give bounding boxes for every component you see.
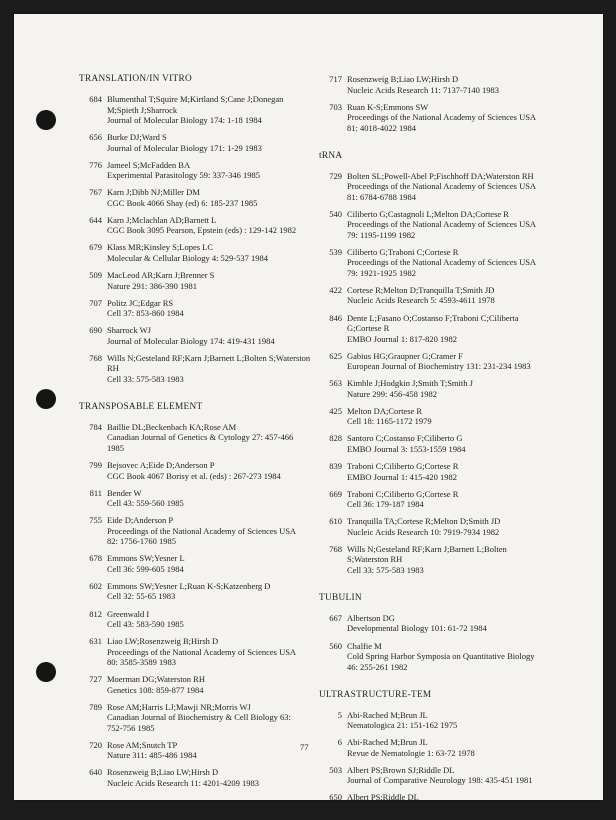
reference-number: 678 — [89, 553, 102, 564]
reference-body — [107, 636, 327, 668]
page-number: 77 — [300, 742, 309, 752]
bibliography-section — [319, 582, 567, 672]
reference-entry — [319, 209, 567, 241]
reference-line: Cell 36: 599-605 1984 — [107, 563, 184, 574]
reference-entry — [79, 242, 327, 263]
reference-line: Nature 311: 485-486 1984 — [107, 750, 197, 761]
reference-entry — [319, 765, 567, 786]
reference-body — [347, 102, 567, 134]
reference-entry — [319, 102, 567, 134]
reference-number: 425 — [329, 405, 342, 416]
reference-number: 503 — [329, 764, 342, 775]
reference-body — [347, 461, 567, 482]
reference-line: Wills N;Gesteland RF;Karn J;Barnett L;Bolten S;Waterston — [107, 352, 311, 363]
reference-body — [347, 406, 567, 427]
reference-line: Melton DA;Cortese R — [347, 405, 423, 416]
reference-line: Albert PS;Brown SJ;Riddle DL — [347, 764, 455, 775]
reference-line: Experimental Parasitology 59: 337-346 1985 — [107, 170, 260, 181]
reference-number: 768 — [329, 543, 342, 554]
bibliography-section — [319, 140, 567, 576]
reference-line: Traboni C;Ciliberto G;Cortese R — [347, 461, 459, 472]
reference-line: 79: 1921-1925 1982 — [347, 267, 416, 278]
reference-body — [107, 702, 327, 734]
reference-line: 1985 — [107, 442, 124, 453]
reference-line: Cell 36: 179-187 1984 — [347, 499, 424, 510]
reference-line: Klass MR;Kinsley S;Lopes LC — [107, 242, 214, 253]
reference-line: Politz JC;Edgar RS — [107, 297, 174, 308]
reference-line: Kimble J;Hodgkin J;Smith T;Smith J — [347, 378, 473, 389]
section-title: ULTRASTRUCTURE-TEM — [319, 689, 432, 700]
reference-entry — [79, 215, 327, 236]
binder-hole-bottom — [36, 662, 56, 682]
reference-entry — [79, 353, 327, 385]
reference-line: Rosenzweig B;Liao LW;Hirsh D — [107, 767, 219, 778]
reference-entry — [79, 702, 327, 734]
reference-line: Abi-Rached M;Brun JL — [347, 737, 428, 748]
reference-entry — [79, 636, 327, 668]
reference-line: Nucleic Acids Research 5: 4593-4611 1978 — [347, 295, 495, 306]
reference-number: 811 — [89, 487, 102, 498]
reference-line: Journal of Molecular Biology 174: 419-431 1984 — [107, 335, 275, 346]
reference-line: S;Waterston RH — [347, 554, 403, 565]
reference-line: Albertson DG — [347, 612, 395, 623]
reference-body — [107, 353, 327, 385]
reference-body — [347, 351, 567, 372]
reference-entry — [79, 187, 327, 208]
reference-line: CGC Book 4066 Shay (ed) 6: 185-237 1985 — [107, 197, 258, 208]
reference-number: 755 — [89, 515, 102, 526]
reference-number: 669 — [329, 488, 342, 499]
reference-body — [107, 270, 327, 291]
reference-entry — [79, 422, 327, 454]
reference-number: 667 — [329, 612, 342, 623]
reference-number: 717 — [329, 74, 342, 84]
reference-entry — [319, 285, 567, 306]
reference-line: Cell 33: 575-583 1983 — [347, 564, 424, 575]
reference-entry — [79, 160, 327, 181]
reference-line: Developmental Biology 101: 61-72 1984 — [347, 623, 487, 634]
reference-line: Journal of Molecular Biology 171: 1-29 1983 — [107, 142, 262, 153]
reference-line: Bolten SL;Powell-Abel P;Fischhoff DA;Waterston RH — [347, 170, 534, 181]
reference-number: 631 — [89, 636, 102, 647]
reference-line: Nature 291: 386-390 1981 — [107, 280, 197, 291]
reference-line: Jameel S;McFadden BA — [107, 159, 191, 170]
binder-hole-middle — [36, 389, 56, 409]
bibliography-section — [319, 679, 567, 814]
reference-number: 602 — [89, 580, 102, 591]
reference-number: 720 — [89, 739, 102, 750]
reference-line: Canadian Journal of Genetics & Cytology 27: 457-466 — [107, 432, 294, 443]
reference-line: Cell 37: 853-860 1984 — [107, 308, 184, 319]
reference-line: Moerman DG;Waterston RH — [107, 674, 205, 685]
reference-line: Rose AM;Harris LJ;Mawji NR;Morris WJ — [107, 701, 251, 712]
reference-body — [107, 740, 327, 761]
reference-number: 767 — [89, 187, 102, 198]
reference-line: Proceedings of the National Academy of Sciences USA — [107, 525, 297, 536]
reference-line: Ciliberto G;Traboni C;Cortese R — [347, 246, 459, 257]
reference-line: Traboni C;Ciliberto G;Cortese R — [347, 488, 459, 499]
reference-body — [107, 298, 327, 319]
section-title: TRANSLATION/IN VITRO — [79, 74, 192, 84]
reference-entry — [79, 132, 327, 153]
section-spacer — [79, 391, 327, 402]
reference-number: 5 — [337, 709, 342, 720]
reference-line: RH — [107, 363, 119, 374]
reference-line: Journal of Comparative Neurology 198: 435-451 1981 — [347, 775, 533, 786]
reference-number: 563 — [329, 378, 342, 389]
reference-line: Bejsovec A;Eide D;Anderson P — [107, 460, 215, 471]
reference-line: Proceedings of the National Academy of Sciences USA — [107, 646, 297, 657]
reference-body — [347, 641, 567, 673]
reference-body — [107, 581, 327, 602]
reference-number: 839 — [329, 461, 342, 472]
reference-body — [347, 247, 567, 279]
reference-line: EMBO Journal 3: 1553-1559 1984 — [347, 443, 466, 454]
section-spacer — [319, 582, 567, 593]
reference-body — [107, 609, 327, 630]
reference-line: EMBO Journal 1: 415-420 1982 — [347, 471, 458, 482]
reference-line: Molecular & Cellular Biology 4: 529-537 1984 — [107, 252, 269, 263]
reference-line: Burke DJ;Ward S — [107, 132, 167, 143]
reference-number: 656 — [89, 132, 102, 143]
reference-line: Nematologica 21: 151-162 1975 — [347, 720, 458, 731]
reference-line: EMBO Journal 1: 817-820 1982 — [347, 333, 458, 344]
reference-entry — [319, 737, 567, 758]
reference-number: 703 — [329, 101, 342, 112]
reference-line: Cell 43: 583-590 1985 — [107, 619, 184, 629]
reference-line: Genetics 108: 859-877 1984 — [107, 684, 204, 695]
reference-number: 707 — [89, 297, 102, 308]
reference-body — [347, 489, 567, 510]
reference-line: Chalfie M — [347, 640, 382, 651]
reference-line: Wills N;Gesteland RF;Karn J;Barnett L;Bolten — [347, 543, 507, 554]
section-spacer — [319, 679, 567, 690]
reference-body — [347, 171, 567, 203]
reference-line: Blumenthal T;Squire M;Kirtland S;Cane J;Donegan — [107, 94, 284, 104]
reference-line: Proceedings of the National Academy of Sciences USA — [347, 181, 537, 192]
reference-line: Rosenzweig B;Liao LW;Hirsh D — [347, 74, 459, 84]
reference-body — [107, 422, 327, 454]
reference-line: Baillie DL;Beckenbach KA;Rose AM — [107, 421, 237, 432]
reference-number: 729 — [329, 170, 342, 181]
reference-body — [107, 515, 327, 547]
reference-body — [347, 544, 567, 576]
reference-number: 812 — [89, 608, 102, 619]
reference-number: 784 — [89, 421, 102, 432]
reference-line: Canadian Journal of Biochemistry & Cell Biology 63: — [107, 712, 291, 723]
reference-line: Greenwald I — [107, 608, 150, 619]
reference-body — [107, 132, 327, 153]
reference-number: 679 — [89, 242, 102, 253]
reference-body — [347, 433, 567, 454]
reference-line: Nucleic Acids Research 10: 7919-7934 1982 — [347, 526, 500, 537]
reference-line: Cell 43: 559-560 1985 — [107, 498, 184, 509]
reference-line: Cell 32: 55-65 1983 — [107, 591, 176, 602]
reference-entry — [319, 378, 567, 399]
reference-body — [347, 792, 567, 813]
reference-line: Bender W — [107, 487, 142, 498]
reference-body — [347, 765, 567, 786]
reference-line: 82: 1756-1760 1985 — [107, 536, 176, 547]
reference-line: CGC Book 4067 Borisy et al. (eds) : 267-273 1984 — [107, 470, 281, 481]
section-title: TUBULIN — [319, 592, 362, 603]
bibliography-section — [79, 74, 327, 384]
reference-entry — [79, 94, 327, 126]
reference-number: 684 — [89, 94, 102, 104]
reference-line: 80: 3585-3589 1983 — [107, 657, 176, 668]
reference-body — [347, 74, 567, 95]
reference-body — [107, 94, 327, 126]
reference-entry — [79, 581, 327, 602]
reference-line: Proceedings of the National Academy of Sciences USA — [347, 112, 537, 123]
binder-hole-top — [36, 110, 56, 130]
reference-line: Karn J;Mclachlan AD;Barnett L — [107, 214, 217, 225]
reference-line: CGC Book 3095 Pearson, Epstein (eds) : 129-142 1982 — [107, 225, 297, 236]
reference-entry — [319, 516, 567, 537]
reference-line: Nature 299: 456-458 1982 — [347, 388, 437, 399]
reference-body — [347, 285, 567, 306]
reference-entry — [79, 740, 327, 761]
reference-entry — [319, 171, 567, 203]
reference-line: Dente L;Fasano O;Costanso F;Traboni C;Ciliberta — [347, 312, 519, 323]
reference-number: 776 — [89, 159, 102, 170]
bibliography-section — [79, 391, 327, 789]
reference-line: Cold Spring Harbor Symposia on Quantitative Biology — [347, 651, 535, 661]
reference-line: Ciliberto G;Castagnoli L;Melton DA;Cortese R — [347, 208, 509, 219]
reference-entry — [319, 433, 567, 454]
reference-line: Sharrock WJ — [107, 325, 151, 336]
reference-body — [107, 460, 327, 481]
reference-number: 539 — [329, 246, 342, 257]
reference-line: Journal of Comparative Neurology 219: 461-481 1983 — [347, 802, 533, 813]
reference-entry — [319, 613, 567, 634]
reference-line: Journal of Molecular Biology 174: 1-18 1984 — [107, 115, 262, 125]
right-column — [319, 74, 567, 820]
reference-entry — [79, 488, 327, 509]
reference-entry — [319, 544, 567, 576]
reference-number: 560 — [329, 640, 342, 651]
reference-line: Emmons SW;Yesner L — [107, 553, 185, 564]
reference-body — [107, 488, 327, 509]
reference-entry — [319, 247, 567, 279]
reference-body — [347, 313, 567, 345]
reference-entry — [319, 641, 567, 673]
reference-body — [107, 767, 327, 788]
reference-number: 690 — [89, 325, 102, 336]
reference-line: 46: 255-261 1982 — [347, 661, 408, 672]
reference-line: Nucleic Acids Research 11: 4201-4209 1983 — [107, 777, 259, 788]
reference-line: M;Spieth J;Sharrock — [107, 104, 178, 115]
reference-number: 625 — [329, 350, 342, 361]
reference-number: 828 — [329, 433, 342, 444]
reference-line: 752-756 1985 — [107, 722, 155, 733]
reference-line: Cell 18: 1165-1172 1979 — [347, 416, 432, 427]
reference-entry — [79, 298, 327, 319]
reference-line: Eide D;Anderson P — [107, 515, 174, 526]
reference-entry — [79, 767, 327, 788]
reference-line: Gabius HG;Graupner G;Cramer F — [347, 350, 463, 361]
reference-entry — [79, 460, 327, 481]
reference-number: 509 — [89, 270, 102, 281]
reference-entry — [319, 461, 567, 482]
reference-body — [347, 209, 567, 241]
reference-number: 610 — [329, 516, 342, 527]
reference-body — [107, 160, 327, 181]
reference-line: Nucleic Acids Research 11: 7137-7140 1983 — [347, 84, 499, 95]
reference-line: MacLeod AR;Karn J;Brenner S — [107, 270, 215, 281]
reference-body — [107, 187, 327, 208]
reference-line: G;Cortese R — [347, 323, 390, 334]
reference-line: European Journal of Biochemistry 131: 231-234 1983 — [347, 361, 531, 372]
reference-line: 81: 6784-6788 1984 — [347, 191, 416, 202]
reference-entry — [319, 710, 567, 731]
reference-entry — [79, 515, 327, 547]
section-title: TRANSPOSABLE ELEMENT — [79, 401, 203, 412]
reference-line: Abi-Rached M;Brun JL — [347, 709, 428, 720]
reference-body — [107, 553, 327, 574]
reference-entry — [79, 553, 327, 574]
reference-line: Tranquilla TA;Cortese R;Melton D;Smith JD — [347, 516, 501, 527]
section-spacer — [319, 140, 567, 151]
reference-number: 650 — [329, 792, 342, 803]
reference-number: 422 — [329, 284, 342, 295]
reference-line: 79: 1195-1199 1982 — [347, 229, 416, 240]
reference-body — [347, 378, 567, 399]
reference-line: Rose AM;Snutch TP — [107, 739, 178, 750]
reference-line: Santoro C;Costanso F;Ciliberto G — [347, 433, 463, 444]
reference-number: 846 — [329, 312, 342, 323]
reference-body — [107, 242, 327, 263]
reference-line: Ruan K-S;Emmons SW — [347, 101, 429, 112]
reference-entry — [79, 609, 327, 630]
reference-entry — [319, 406, 567, 427]
reference-line: Proceedings of the National Academy of Sciences USA — [347, 219, 537, 230]
reference-entry — [79, 674, 327, 695]
reference-number: 789 — [89, 701, 102, 712]
reference-number: 640 — [89, 767, 102, 778]
reference-line: Albert PS;Riddle DL — [347, 792, 419, 803]
reference-line: Revue de Nematologie 1: 63-72 1978 — [347, 747, 475, 758]
reference-body — [107, 215, 327, 236]
reference-body — [347, 516, 567, 537]
reference-entry — [319, 489, 567, 510]
bibliography-section — [319, 74, 567, 133]
reference-line: Emmons SW;Yesner L;Ruan K-S;Katzenberg D — [107, 580, 271, 591]
reference-body — [107, 674, 327, 695]
reference-entry — [319, 792, 567, 813]
reference-body — [107, 325, 327, 346]
reference-body — [347, 613, 567, 634]
section-title: tRNA — [319, 150, 343, 161]
left-column — [79, 74, 327, 795]
reference-entry — [319, 313, 567, 345]
reference-number: 644 — [89, 214, 102, 225]
reference-entry — [79, 325, 327, 346]
reference-body — [347, 737, 567, 758]
reference-number: 799 — [89, 460, 102, 471]
reference-body — [347, 710, 567, 731]
reference-line: Liao LW;Rosenzweig B;Hirsh D — [107, 636, 219, 647]
reference-line: Cortese R;Melton D;Tranquilla T;Smith JD — [347, 284, 495, 295]
reference-line: 81: 4018-4022 1984 — [347, 122, 416, 133]
reference-line: Proceedings of the National Academy of Sciences USA — [347, 257, 537, 268]
reference-line: Cell 33: 575-583 1983 — [107, 373, 184, 384]
reference-number: 727 — [89, 674, 102, 685]
reference-entry — [79, 270, 327, 291]
reference-number: 540 — [329, 208, 342, 219]
reference-number: 6 — [337, 737, 342, 748]
reference-entry — [319, 74, 567, 95]
reference-number: 768 — [89, 352, 102, 363]
reference-entry — [319, 351, 567, 372]
reference-line: Karn J;Dibb NJ;Miller DM — [107, 187, 200, 198]
